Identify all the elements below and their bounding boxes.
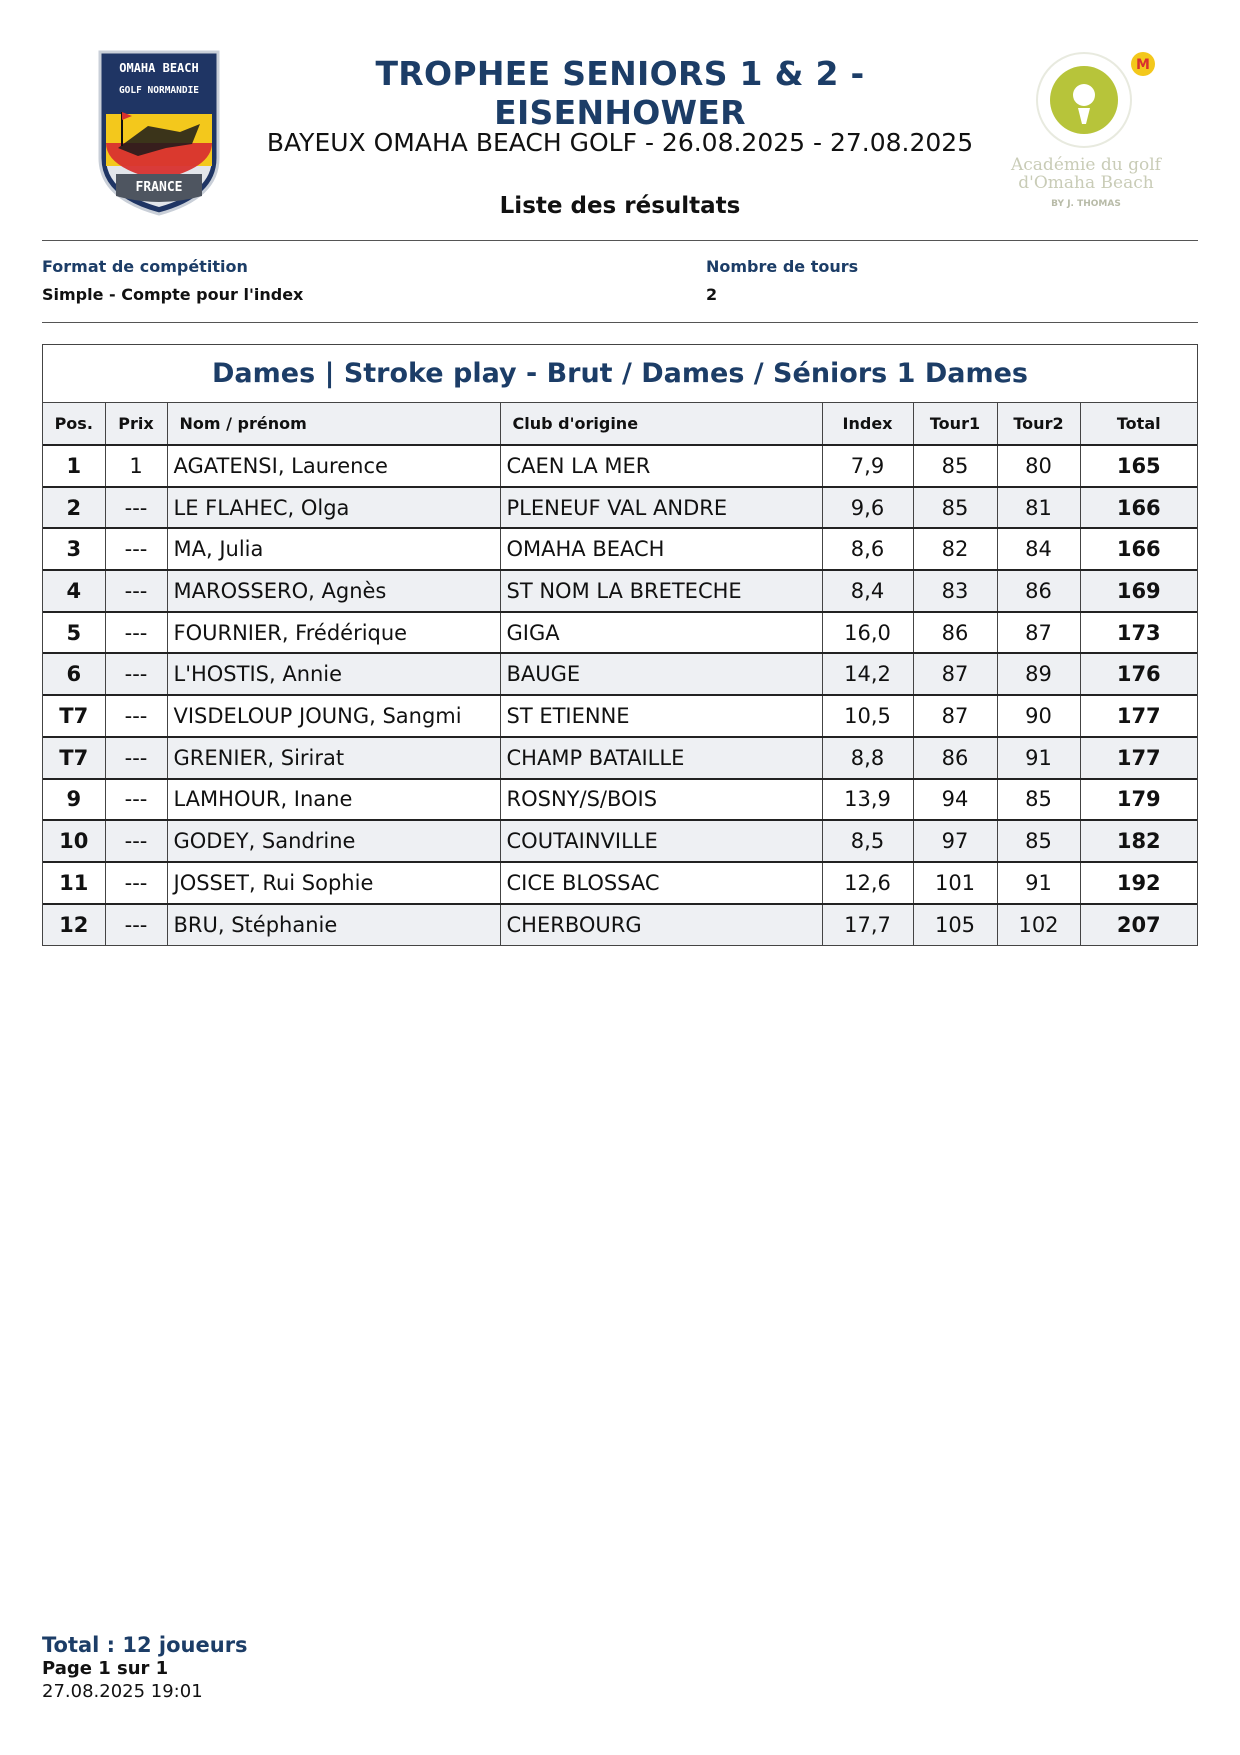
cell-tour1: 87 — [913, 695, 997, 737]
info-divider — [42, 322, 1198, 323]
academie-golf-logo — [1008, 48, 1168, 218]
cell-pos: 5 — [43, 612, 105, 654]
cell-index: 10,5 — [822, 695, 913, 737]
col-header-club: Club d'origine — [500, 403, 822, 445]
rounds-label: Nombre de tours — [706, 257, 859, 276]
cell-name: BRU, Stéphanie — [167, 904, 500, 946]
cell-tour1: 94 — [913, 779, 997, 821]
cell-total: 177 — [1080, 695, 1197, 737]
table-row — [43, 653, 1197, 695]
cell-pos: 4 — [43, 570, 105, 612]
cell-tour1: 82 — [913, 528, 997, 570]
cell-tour1: 85 — [913, 487, 997, 529]
cell-tour1: 86 — [913, 737, 997, 779]
cell-tour1: 101 — [913, 862, 997, 904]
col-header-index: Index — [822, 403, 913, 445]
cell-total: 169 — [1080, 570, 1197, 612]
cell-tour1: 97 — [913, 820, 997, 862]
cell-total: 182 — [1080, 820, 1197, 862]
cell-club: OMAHA BEACH — [500, 528, 822, 570]
cell-name: GRENIER, Sirirat — [167, 737, 500, 779]
results-table — [42, 344, 1198, 946]
cell-club: ROSNY/S/BOIS — [500, 779, 822, 821]
tournament-title: TROPHEE SENIORS 1 & 2 - EISENHOWER — [375, 54, 865, 132]
footer-player-total: Total : 12 joueurs — [42, 1633, 248, 1657]
cell-tour2: 87 — [997, 612, 1080, 654]
cell-pos: 1 — [43, 445, 105, 487]
rounds-value: 2 — [706, 285, 718, 304]
cell-club: ST NOM LA BRETECHE — [500, 570, 822, 612]
cell-index: 16,0 — [822, 612, 913, 654]
cell-name: VISDELOUP JOUNG, Sangmi — [167, 695, 500, 737]
cell-prix: --- — [105, 487, 167, 529]
cell-tour2: 89 — [997, 653, 1080, 695]
table-row — [43, 820, 1197, 862]
cell-pos: 3 — [43, 528, 105, 570]
footer-datetime: 27.08.2025 19:01 — [42, 1681, 203, 1702]
cell-total: 192 — [1080, 862, 1197, 904]
header-divider — [42, 240, 1198, 241]
cell-tour1: 105 — [913, 904, 997, 946]
cell-pos: 6 — [43, 653, 105, 695]
tournament-subtitle: BAYEUX OMAHA BEACH GOLF - 26.08.2025 - 27.08.2025 — [266, 128, 974, 157]
cell-total: 176 — [1080, 653, 1197, 695]
cell-total: 166 — [1080, 487, 1197, 529]
mcdonalds-icon: M — [1136, 57, 1150, 73]
table-row — [43, 862, 1197, 904]
cell-tour2: 102 — [997, 904, 1080, 946]
cell-club: CHAMP BATAILLE — [500, 737, 822, 779]
table-row — [43, 445, 1197, 487]
logo-left-line2: GOLF NORMANDIE — [118, 85, 200, 96]
cell-tour2: 91 — [997, 862, 1080, 904]
table-row — [43, 737, 1197, 779]
cell-prix: --- — [105, 862, 167, 904]
cell-tour2: 85 — [997, 779, 1080, 821]
cell-index: 8,5 — [822, 820, 913, 862]
cell-index: 7,9 — [822, 445, 913, 487]
cell-club: CICE BLOSSAC — [500, 862, 822, 904]
col-header-name: Nom / prénom — [167, 403, 500, 445]
cell-club: ST ETIENNE — [500, 695, 822, 737]
col-header-total: Total — [1080, 403, 1197, 445]
cell-tour1: 83 — [913, 570, 997, 612]
cell-prix: --- — [105, 570, 167, 612]
cell-total: 166 — [1080, 528, 1197, 570]
cell-club: CHERBOURG — [500, 904, 822, 946]
cell-tour2: 81 — [997, 487, 1080, 529]
cell-total: 165 — [1080, 445, 1197, 487]
table-row — [43, 570, 1197, 612]
col-header-tour1: Tour1 — [913, 403, 997, 445]
cell-prix: --- — [105, 612, 167, 654]
table-row — [43, 779, 1197, 821]
table-row — [43, 528, 1197, 570]
cell-club: BAUGE — [500, 653, 822, 695]
cell-club: COUTAINVILLE — [500, 820, 822, 862]
cell-pos: 11 — [43, 862, 105, 904]
cell-tour2: 90 — [997, 695, 1080, 737]
logo-right-line3: BY J. THOMAS — [1051, 199, 1121, 209]
cell-tour2: 80 — [997, 445, 1080, 487]
col-header-prix: Prix — [105, 403, 167, 445]
cell-name: MAROSSERO, Agnès — [167, 570, 500, 612]
cell-tour2: 85 — [997, 820, 1080, 862]
table-row — [43, 487, 1197, 529]
cell-pos: 12 — [43, 904, 105, 946]
cell-tour2: 84 — [997, 528, 1080, 570]
table-row — [43, 695, 1197, 737]
cell-prix: --- — [105, 904, 167, 946]
format-value: Simple - Compte pour l'index — [42, 285, 304, 304]
logo-right-line2: d'Omaha Beach — [1018, 173, 1154, 193]
cell-name: MA, Julia — [167, 528, 500, 570]
cell-pos: T7 — [43, 695, 105, 737]
cell-index: 12,6 — [822, 862, 913, 904]
cell-prix: --- — [105, 528, 167, 570]
cell-index: 8,6 — [822, 528, 913, 570]
cell-pos: 2 — [43, 487, 105, 529]
cell-total: 177 — [1080, 737, 1197, 779]
cell-index: 9,6 — [822, 487, 913, 529]
cell-tour2: 91 — [997, 737, 1080, 779]
cell-prix: --- — [105, 820, 167, 862]
cell-tour1: 87 — [913, 653, 997, 695]
cell-prix: --- — [105, 779, 167, 821]
cell-club: CAEN LA MER — [500, 445, 822, 487]
cell-name: JOSSET, Rui Sophie — [167, 862, 500, 904]
table-header-row — [43, 403, 1197, 445]
format-label: Format de compétition — [42, 257, 248, 276]
cell-prix: --- — [105, 737, 167, 779]
col-header-pos: Pos. — [43, 403, 105, 445]
cell-total: 173 — [1080, 612, 1197, 654]
cell-prix: 1 — [105, 445, 167, 487]
cell-tour1: 86 — [913, 612, 997, 654]
cell-name: FOURNIER, Frédérique — [167, 612, 500, 654]
results-caption: Dames | Stroke play - Brut / Dames / Séniors 1 Dames — [43, 345, 1197, 403]
cell-index: 8,8 — [822, 737, 913, 779]
cell-club: GIGA — [500, 612, 822, 654]
logo-left-line3: FRANCE — [135, 180, 183, 195]
cell-index: 13,9 — [822, 779, 913, 821]
cell-name: AGATENSI, Laurence — [167, 445, 500, 487]
col-header-tour2: Tour2 — [997, 403, 1080, 445]
cell-index: 8,4 — [822, 570, 913, 612]
omaha-beach-golf-logo — [96, 48, 222, 218]
cell-club: PLENEUF VAL ANDRE — [500, 487, 822, 529]
cell-name: GODEY, Sandrine — [167, 820, 500, 862]
results-grid — [43, 403, 1197, 945]
cell-total: 207 — [1080, 904, 1197, 946]
logo-left-line1: OMAHA BEACH — [119, 61, 199, 75]
footer-page-number: Page 1 sur 1 — [42, 1658, 169, 1679]
table-row — [43, 904, 1197, 946]
cell-tour2: 86 — [997, 570, 1080, 612]
logo-right-line1: Académie du golf — [1011, 155, 1161, 175]
cell-name: L'HOSTIS, Annie — [167, 653, 500, 695]
cell-index: 14,2 — [822, 653, 913, 695]
cell-prix: --- — [105, 653, 167, 695]
cell-pos: T7 — [43, 737, 105, 779]
table-row — [43, 612, 1197, 654]
cell-index: 17,7 — [822, 904, 913, 946]
cell-tour1: 85 — [913, 445, 997, 487]
document-title: Liste des résultats — [499, 193, 741, 219]
cell-pos: 10 — [43, 820, 105, 862]
cell-name: LE FLAHEC, Olga — [167, 487, 500, 529]
cell-total: 179 — [1080, 779, 1197, 821]
cell-pos: 9 — [43, 779, 105, 821]
cell-prix: --- — [105, 695, 167, 737]
results-body — [43, 445, 1197, 945]
cell-name: LAMHOUR, Inane — [167, 779, 500, 821]
